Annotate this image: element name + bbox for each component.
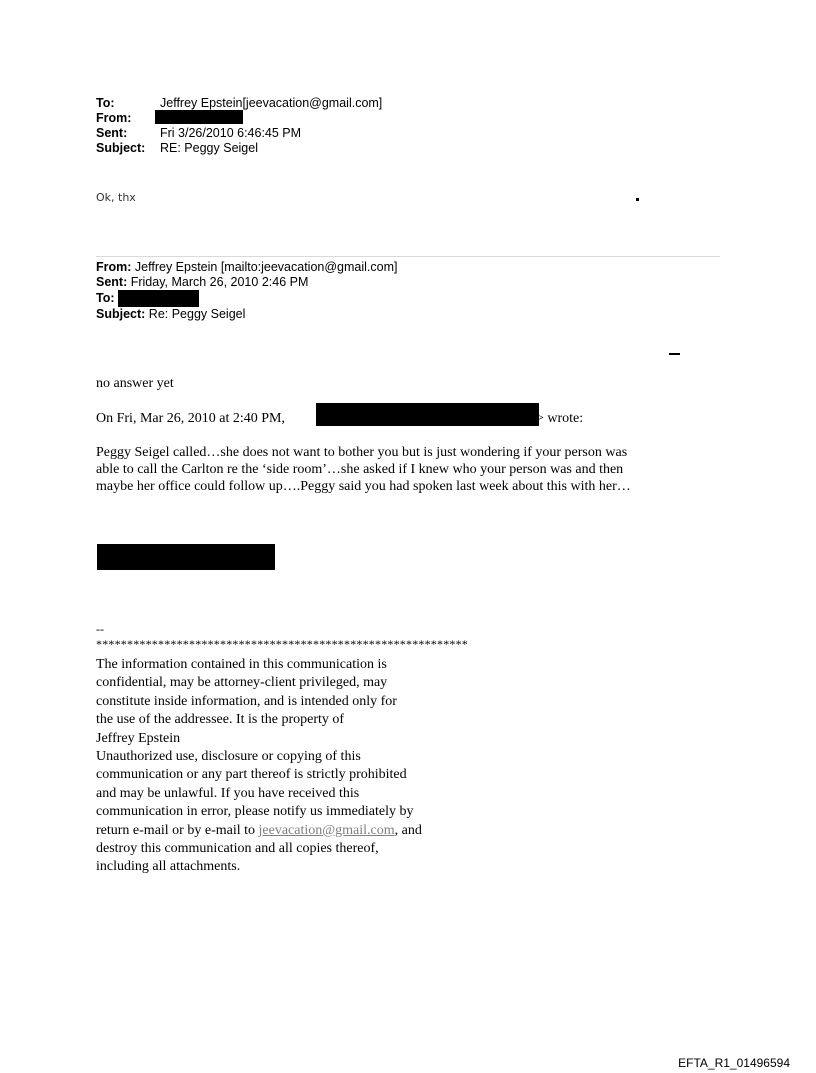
message-body [96,444,716,495]
return-suffix: , and [394,822,422,838]
from-label: From: [96,111,132,125]
redaction-sender [316,403,539,426]
signature-stars: ************************************************************ [96,637,468,651]
disclaimer-line: The information contained in this communication is [96,657,387,672]
quoted-from-value: Jeffrey Epstein [mailto:jeevacation@gmail.com] [134,260,398,274]
message-line: able to call the Carlton re the ‘side room’…she asked if I knew who your person was and then [96,462,624,477]
return-prefix: return e-mail or by e-mail to [96,822,255,838]
disclaimer-line: the use of the addressee. It is the property of [96,712,345,728]
reply-text: Ok, thx [96,191,136,204]
wrote-line [96,410,285,427]
to-label: To: [96,96,115,110]
sent-value: Fri 3/26/2010 6:46:45 PM [160,126,302,140]
redaction-to [118,290,199,307]
quoted-to-line [96,291,115,305]
sent-label: Sent: [96,126,128,140]
disclaimer-line: and may be unlawful. If you have received this [96,785,360,801]
wrote-prefix: On Fri, Mar 26, 2010 at 2:40 PM, [96,411,285,426]
quoted-sent-value: Friday, March 26, 2010 2:46 PM [130,275,309,289]
disclaimer-line: communication in error, please notify us immediately by [96,804,414,820]
confidentiality-disclaimer [96,656,496,877]
quoted-subject-label: Subject: [96,307,146,321]
quoted-subject-line [96,307,245,321]
disclaimer-return-line [96,822,496,840]
disclaimer-line: communication or any part thereof is strictly prohibited [96,767,407,783]
subject-label: Subject: [96,141,146,155]
document-id: EFTA_R1_01496594 [678,1056,790,1070]
signature-dashes: -- [96,622,104,636]
disclaimer-line: confidential, may be attorney-client privileged, may [96,675,388,691]
redaction-signature [97,544,275,570]
wrote-suffix: > wrote: [536,411,584,426]
disclaimer-line: destroy this communication and all copies thereof, [96,841,379,857]
quoted-sent-label: Sent: [96,275,128,289]
quote-divider [96,256,720,257]
quoted-to-label: To: [96,291,115,305]
quoted-subject-value: Re: Peggy Seigel [148,307,246,321]
message-line: Peggy Seigel called…she does not want to bother you but is just wondering if your person was [96,445,628,460]
subject-value: RE: Peggy Seigel [160,141,258,155]
redaction-from [155,110,243,124]
message-line: maybe her office could follow up….Peggy said you had spoken last week about this with her… [96,479,631,494]
quoted-from-line [96,260,397,274]
disclaimer-line: Unauthorized use, disclosure or copying of this [96,749,361,765]
quoted-sent-line [96,275,308,289]
stray-mark [636,198,639,201]
to-value: Jeffrey Epstein[jeevacation@gmail.com] [160,96,383,110]
quoted-from-label: From: [96,260,132,274]
disclaimer-line: including all attachments. [96,859,241,875]
stray-dash [669,353,680,355]
no-answer-text: no answer yet [96,376,174,391]
disclaimer-line: constitute inside information, and is intended only for [96,693,397,709]
disclaimer-line: Jeffrey Epstein [96,730,181,746]
email-link[interactable]: jeevacation@gmail.com [258,822,395,838]
